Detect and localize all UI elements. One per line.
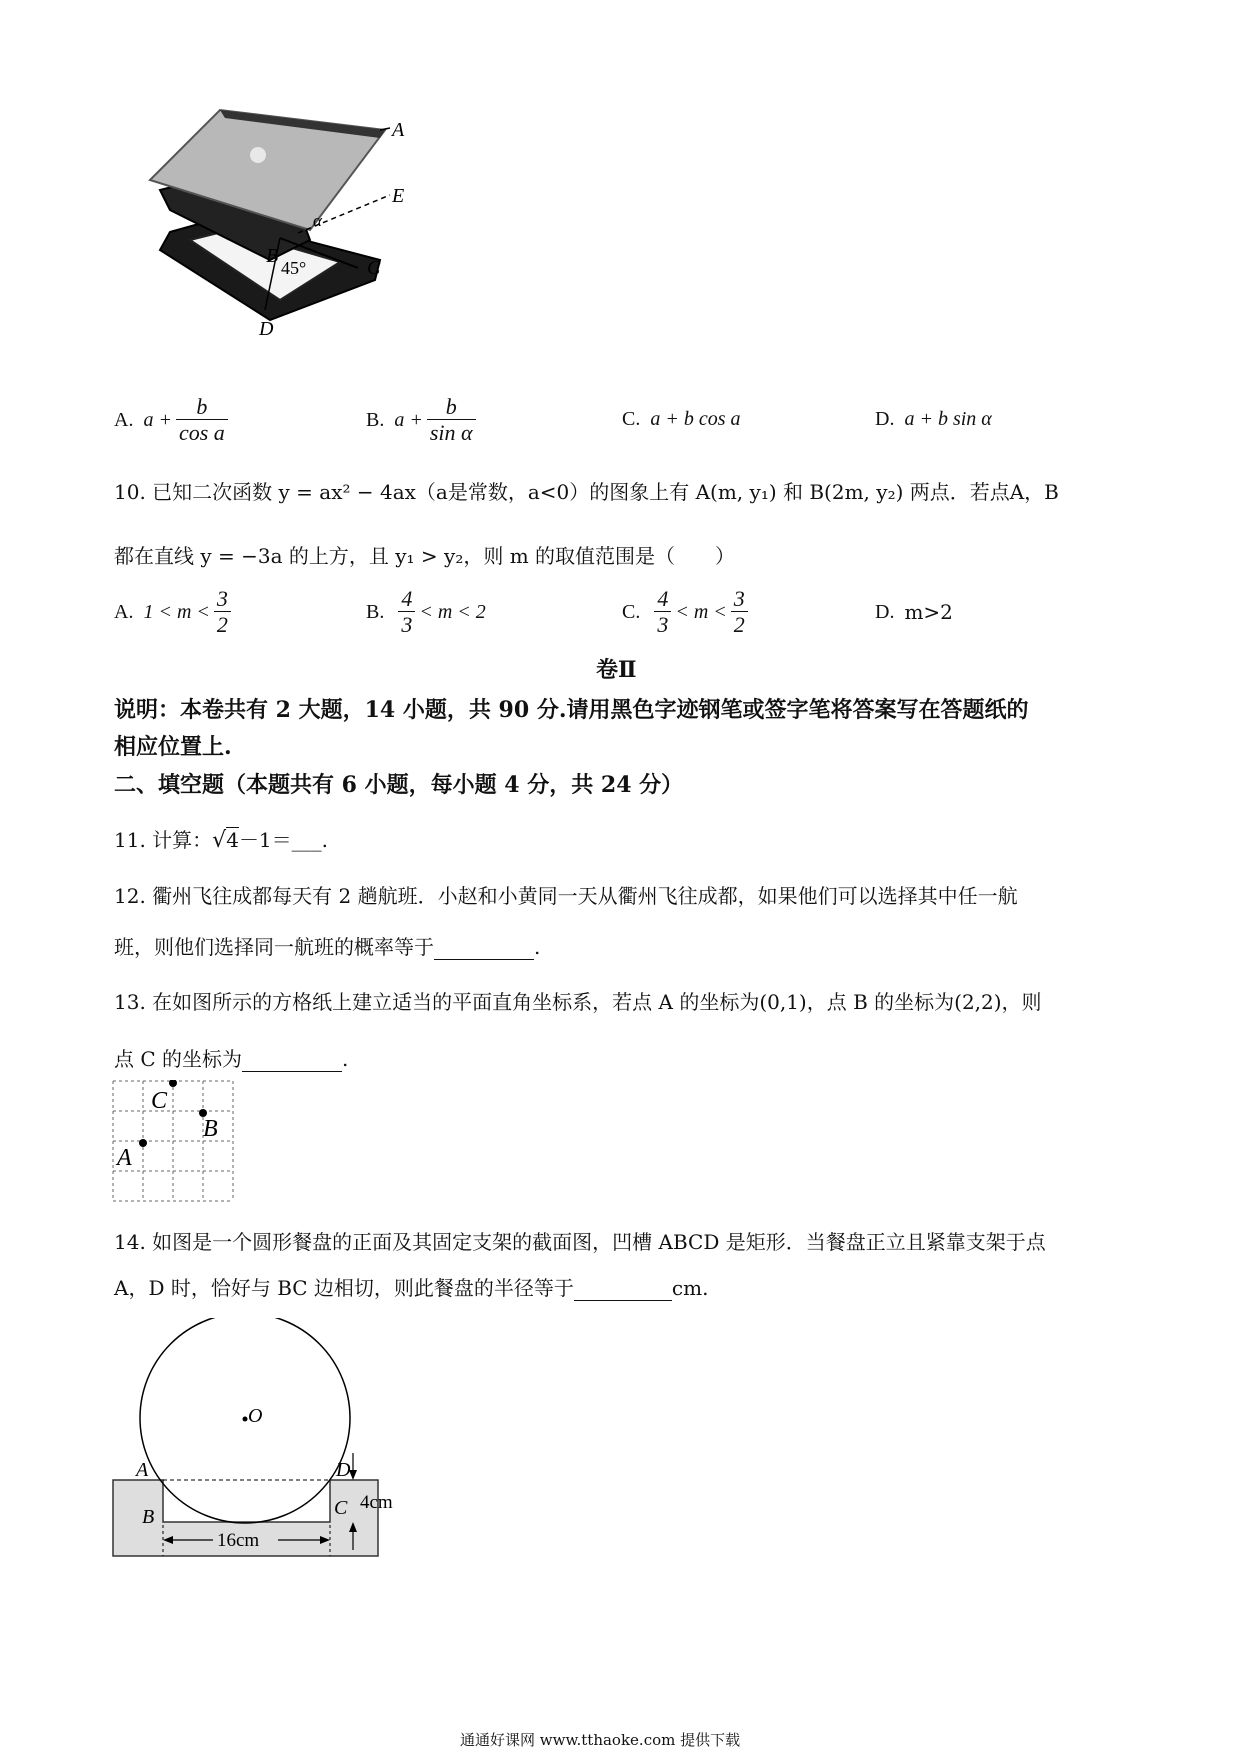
q12-answer-blank [434, 939, 534, 960]
section-note-line2: 相应位置上. [114, 734, 232, 760]
label-16cm: 16cm [217, 1530, 260, 1551]
label-alpha: α [313, 211, 322, 230]
q13-line2: 点 C 的坐标为 . [114, 1047, 349, 1071]
laptop-stand-figure [140, 100, 470, 390]
label-A: A [392, 119, 405, 141]
q11: 11. 计算：√4－1＝___. [114, 828, 329, 853]
q10-line1: 10. 已知二次函数 y = ax² − 4ax（a是常数，a<0）的图象上有 A(m, y₁) 和 B(2m, y₂) 两点．若点A，B [114, 480, 1059, 504]
q10-option-a: A. 1 < m < $\frac{3}{2}$ [114, 587, 235, 638]
plate-stand-figure [100, 1318, 440, 1568]
label-C: C [334, 1497, 348, 1519]
label-4cm: 4cm [360, 1492, 393, 1513]
q10-line2: 都在直线 y = −3a 的上方，且 y₁ > y₂，则 m 的取值范围是（ ） [114, 544, 736, 568]
q12-line2: 班，则他们选择同一航班的概率等于 . [114, 935, 541, 959]
q13-answer-blank [242, 1051, 342, 1072]
label-C: C [151, 1088, 168, 1114]
label-C: C [367, 257, 381, 279]
q9-option-b: B. a + $\frac{b}{\text{sin α}}$ [366, 395, 480, 446]
section-title: 卷Ⅱ [596, 657, 637, 683]
label-A: A [117, 1145, 132, 1171]
label-B: B [266, 245, 279, 267]
q14-line2: A，D 时，恰好与 BC 边相切，则此餐盘的半径等于 cm. [114, 1276, 709, 1300]
q9-option-a: A. a + $\frac{b}{\text{cos a}}$ [114, 395, 232, 446]
q10-option-c: C. $\frac{4}{3}$ < m < $\frac{3}{2}$ [622, 587, 752, 638]
q14-answer-blank [574, 1280, 672, 1301]
q14-line1: 14. 如图是一个圆形餐盘的正面及其固定支架的截面图，凹槽 ABCD 是矩形．当餐盘正立且紧靠支架于点 [114, 1230, 1046, 1254]
q10-option-b: B. $\frac{4}{3}$ < m < 2 [366, 586, 486, 637]
label-45-degree: 45° [281, 258, 307, 278]
label-D: D [336, 1459, 351, 1481]
section-note-line1: 说明：本卷共有 2 大题，14 小题，共 90 分.请用黑色字迹钢笔或签字笔将答案写在答题纸的 [114, 697, 1029, 723]
q9-option-d: D. a + b sin α [875, 408, 992, 430]
label-A: A [136, 1459, 149, 1481]
q12-line1: 12. 衢州飞往成都每天有 2 趟航班．小赵和小黄同一天从衢州飞往成都，如果他们可以选择其中任一航 [114, 884, 1018, 908]
section-heading: 二、填空题（本题共有 6 小题，每小题 4 分，共 24 分） [114, 772, 684, 798]
q9-option-c: C. a + b cos a [622, 408, 741, 430]
point-C [169, 1080, 177, 1087]
label-D: D [259, 318, 274, 340]
q13-line1: 13. 在如图所示的方格纸上建立适当的平面直角坐标系，若点 A 的坐标为(0,1)，点 B 的坐标为(2,2)，则 [114, 990, 1042, 1014]
label-O: O [248, 1405, 263, 1427]
q10-option-d: D. m>2 [875, 600, 953, 624]
label-B: B [203, 1116, 218, 1142]
page-footer: 通通好课网 www.tthaoke.com 提供下载 [460, 1731, 741, 1749]
point-A [139, 1139, 147, 1147]
grid-figure [112, 1080, 237, 1205]
center-O [243, 1417, 248, 1422]
label-B: B [142, 1506, 155, 1528]
label-E: E [392, 185, 405, 207]
